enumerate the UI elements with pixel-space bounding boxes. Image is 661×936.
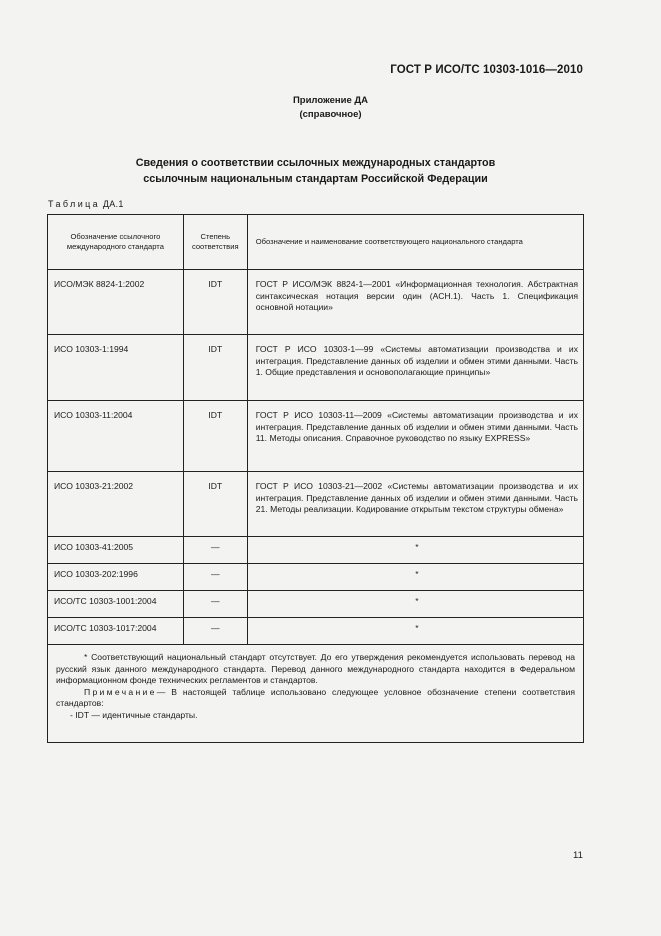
row-code: ИСО 10303-41:2005 (48, 537, 184, 564)
row-code: ИСО 10303-21:2002 (48, 472, 184, 537)
table-caption-word: Таблица (48, 199, 101, 209)
row-degree: — (183, 564, 247, 591)
row-code: ИСО/ТС 10303-1017:2004 (48, 618, 184, 645)
header-international-standard: Обозначение ссылочного международного стандарта (48, 215, 184, 270)
note-list-item: - IDT — идентичные стандарты. (70, 709, 198, 720)
row-code: ИСО 10303-1:1994 (48, 335, 184, 401)
table-note (48, 645, 584, 743)
row-name: ГОСТ Р ИСО 10303-1—99 «Системы автоматизации производства и их интеграция. Представление данных об изделии и обмен этими данными. Часть 1. Общие представления и основополагающие принципы» (247, 335, 583, 401)
row-name: * (247, 564, 583, 591)
note-text: — В настоящей таблице использовано следующее условное обозначение степени соответствия стандартов: (56, 686, 575, 709)
header-degree: Степень соответствия (183, 215, 247, 270)
row-degree: IDT (183, 335, 247, 401)
row-name: ГОСТ Р ИСО 10303-11—2009 «Системы автоматизации производства и их интеграция. Представление данных об изделии и обмен этими данными. Часть 11. Методы описания. Справочное руководство по языку EXPRESS» (247, 401, 583, 472)
table-caption (48, 199, 124, 209)
table-row (48, 537, 584, 564)
note-paragraph (56, 687, 575, 710)
row-degree: — (183, 618, 247, 645)
row-name: * (247, 591, 583, 618)
document-designation: ГОСТ Р ИСО/ТС 10303-1016—2010 (390, 64, 583, 76)
table-header-row (48, 215, 584, 270)
row-degree: IDT (183, 401, 247, 472)
table-note-row (48, 645, 584, 743)
row-name: * (247, 537, 583, 564)
appendix-title: Приложение ДА (292, 95, 369, 106)
correspondence-table (47, 214, 584, 743)
row-code: ИСО/ТС 10303-1001:2004 (48, 591, 184, 618)
section-title (0, 155, 631, 187)
header-national-standard: Обозначение и наименование соответствующего национального стандарта (247, 215, 583, 270)
row-name: * (247, 618, 583, 645)
table-row (48, 618, 584, 645)
table-caption-number: ДА.1 (102, 199, 124, 209)
appendix-heading (0, 94, 661, 122)
row-name: ГОСТ Р ИСО/МЭК 8824-1—2001 «Информационная технология. Абстрактная синтаксическая нотация версии один (АСН.1). Часть 1. Спецификация основной нотации» (247, 270, 583, 335)
table-row (48, 401, 584, 472)
table-row (48, 472, 584, 537)
page-number: 11 (573, 850, 583, 861)
row-code: ИСО/МЭК 8824-1:2002 (48, 270, 184, 335)
row-code: ИСО 10303-11:2004 (48, 401, 184, 472)
table-row (48, 591, 584, 618)
row-name: ГОСТ Р ИСО 10303-21—2002 «Системы автоматизации производства и их интеграция. Представление данных об изделии и обмен этими данными. Часть 21. Методы реализации. Кодирование открытым текстом структуры обмена» (247, 472, 583, 537)
section-title-line-2: ссылочным национальным стандартам Российской Федерации (143, 173, 488, 185)
row-degree: — (183, 591, 247, 618)
row-degree: — (183, 537, 247, 564)
note-label: Примечание (84, 686, 157, 697)
table-row (48, 270, 584, 335)
row-degree: IDT (183, 472, 247, 537)
table-row (48, 335, 584, 401)
row-degree: IDT (183, 270, 247, 335)
footnote-text: * Соответствующий национальный стандарт отсутствует. До его утверждения рекомендуется использовать перевод на русский язык данного международного стандарта. Перевод данного международного стандарта находится в Федеральном информационном фонде технических регламентов и стандартов. (56, 652, 575, 686)
row-code: ИСО 10303-202:1996 (48, 564, 184, 591)
section-title-line-1: Сведения о соответствии ссылочных международных стандартов (135, 157, 496, 169)
table-row (48, 564, 584, 591)
appendix-subtitle: (справочное) (299, 109, 362, 120)
